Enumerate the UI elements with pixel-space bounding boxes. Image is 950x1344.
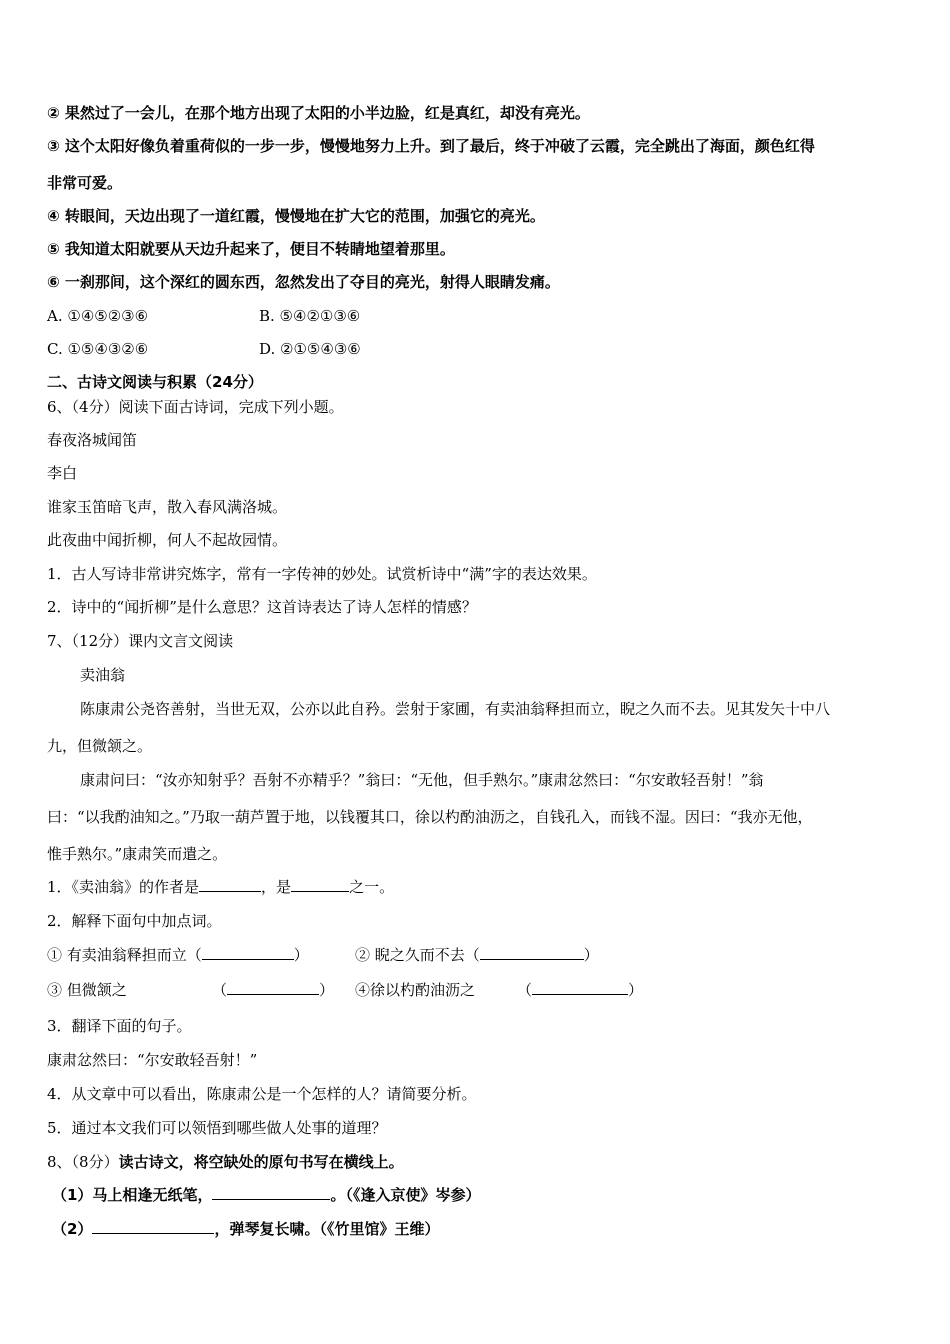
q5-sentence-2: ② 果然过了一会儿，在那个地方出现了太阳的小半边脸，红是真红，却没有亮光。: [47, 104, 590, 122]
q7-passage-p1: 陈康肃公尧咨善射，当世无双，公亦以此自矜。尝射于家圃，有卖油翁释担而立，睨之久而不去。见其发矢十中八: [80, 700, 831, 718]
q5-options-row2: [47, 339, 447, 359]
q7-subquestion-2: 2．解释下面句中加点词。: [47, 912, 222, 930]
section-2-title: 二、古诗文阅读与积累（24分）: [47, 373, 263, 391]
q6-subquestion-2: 2．诗中的“闻折柳”是什么意思？这首诗表达了诗人怎样的情感？: [47, 598, 477, 616]
q8-head: [47, 1152, 404, 1172]
q5-sentence-6: ⑥ 一刹那间，这个深红的圆东西，忽然发出了夺目的亮光，射得人眼睛发痛。: [47, 273, 560, 291]
q7-subquestion-4: 4．从文章中可以看出，陈康肃公是一个怎样的人？请简要分析。: [47, 1085, 477, 1103]
q6-poem-line-2: 此夜曲中闻折柳，何人不起故园情。: [47, 531, 288, 549]
q8-head-instruction: 读古诗文，将空缺处的原句书写在横线上。: [118, 1153, 404, 1171]
q6-subquestion-1: 1．古人写诗非常讲究炼字，常有一字传神的妙处。试赏析诗中“满”字的表达效果。: [47, 565, 597, 583]
q8-item-1-blank[interactable]: [212, 1185, 330, 1200]
option-a[interactable]: A. ①④⑤②③⑥: [47, 307, 149, 325]
word-2-blank[interactable]: [480, 945, 584, 960]
q8-item-1: [52, 1185, 480, 1205]
word-1-blank[interactable]: [202, 945, 294, 960]
q8-item-2: [52, 1219, 439, 1239]
word-3-text: ③ 但微颔之: [47, 981, 127, 999]
q6-poem-title: 春夜洛城闻笛: [47, 431, 138, 449]
word-4-group: [355, 980, 643, 1000]
q5-sentence-3: ③ 这个太阳好像负着重荷似的一步一步，慢慢地努力上升。到了最后，终于冲破了云霞，完全跳出了海面，颜色红得: [47, 137, 815, 155]
q8-item-2-text-a: （2）: [52, 1220, 93, 1238]
q7-passage-title: 卖油翁: [80, 666, 126, 684]
q8-head-number: 8、（8分）: [47, 1153, 119, 1171]
option-b[interactable]: B. ⑤④②①③⑥: [259, 307, 361, 325]
q7-subquestion-5: 5．通过本文我们可以领悟到哪些做人处事的道理？: [47, 1119, 387, 1137]
q6-poem-author: 李白: [47, 464, 78, 482]
word-3-close: ）: [319, 981, 335, 999]
word-1-close: ）: [293, 946, 309, 964]
q6-head: 6、（4分）阅读下面古诗词，完成下列小题。: [47, 398, 344, 416]
q6-poem-line-1: 谁家玉笛暗飞声，散入春风满洛城。: [47, 498, 288, 516]
q7-word-row-2: [47, 980, 667, 1000]
group-blank[interactable]: [291, 877, 349, 892]
word-2-close: ）: [583, 946, 599, 964]
author-blank[interactable]: [199, 877, 261, 892]
q8-item-2-blank[interactable]: [92, 1219, 214, 1234]
word-3-blank[interactable]: [227, 980, 319, 995]
q7-passage-p2: 康肃问曰：“汝亦知射乎？吾射不亦精乎？”翁曰：“无他，但手熟尔。”康肃忿然曰：“尔安敢轻吾射！”翁: [80, 771, 764, 789]
word-4-close: ）: [628, 981, 644, 999]
word-2-text: ② 睨之久而不去（: [355, 946, 480, 964]
q7-translate-sentence: 康肃忿然曰：“尔安敢轻吾射！”: [47, 1051, 258, 1069]
q5-sentence-5: ⑤ 我知道太阳就要从天边升起来了，便目不转睛地望着那里。: [47, 240, 455, 258]
q7-subquestion-3: 3．翻译下面的句子。: [47, 1017, 192, 1035]
q7-sub1-text-b: ，是: [261, 878, 292, 896]
q7-passage-p1-cont: 九，但微颔之。: [47, 737, 153, 755]
q8-item-2-text-b: ，弹琴复长啸。（《竹里馆》王维）: [214, 1220, 440, 1238]
q7-passage-p2-cont: 曰：“以我酌油知之。”乃取一葫芦置于地，以钱覆其口，徐以杓酌油沥之，自钱孔入，而钱不湿。因曰：“我亦无他，: [47, 808, 813, 826]
word-4-open: （: [517, 981, 533, 999]
word-4-text: ④徐以杓酌油沥之: [355, 981, 476, 999]
q7-subquestion-1: [47, 877, 394, 897]
option-d[interactable]: D. ②①⑤④③⑥: [259, 340, 361, 358]
q5-sentence-4: ④ 转眼间，天边出现了一道红霞，慢慢地在扩大它的范围，加强它的亮光。: [47, 207, 545, 225]
q8-item-1-text-a: （1）马上相逢无纸笔，: [52, 1186, 213, 1204]
q7-passage-p2-end: 惟手熟尔。”康肃笑而遣之。: [47, 845, 228, 863]
word-1-text: ① 有卖油翁释担而立（: [47, 946, 202, 964]
word-4-blank[interactable]: [532, 980, 628, 995]
q7-sub1-text-a: 1．《卖油翁》的作者是: [47, 878, 200, 896]
q7-head: 7、（12分）课内文言文阅读: [47, 632, 234, 650]
word-2-group: [355, 945, 599, 965]
q8-item-1-text-b: 。（《逢入京使》岑参）: [330, 1186, 481, 1204]
word-3-open: （: [212, 981, 228, 999]
q5-sentence-3-cont: 非常可爱。: [47, 174, 123, 192]
word-3-group: [212, 980, 334, 1000]
q7-word-row-1: [47, 945, 667, 965]
q7-sub1-text-c: 之一。: [349, 878, 395, 896]
option-c[interactable]: C. ①⑤④③②⑥: [47, 340, 149, 358]
q5-options-row1: [47, 306, 447, 326]
